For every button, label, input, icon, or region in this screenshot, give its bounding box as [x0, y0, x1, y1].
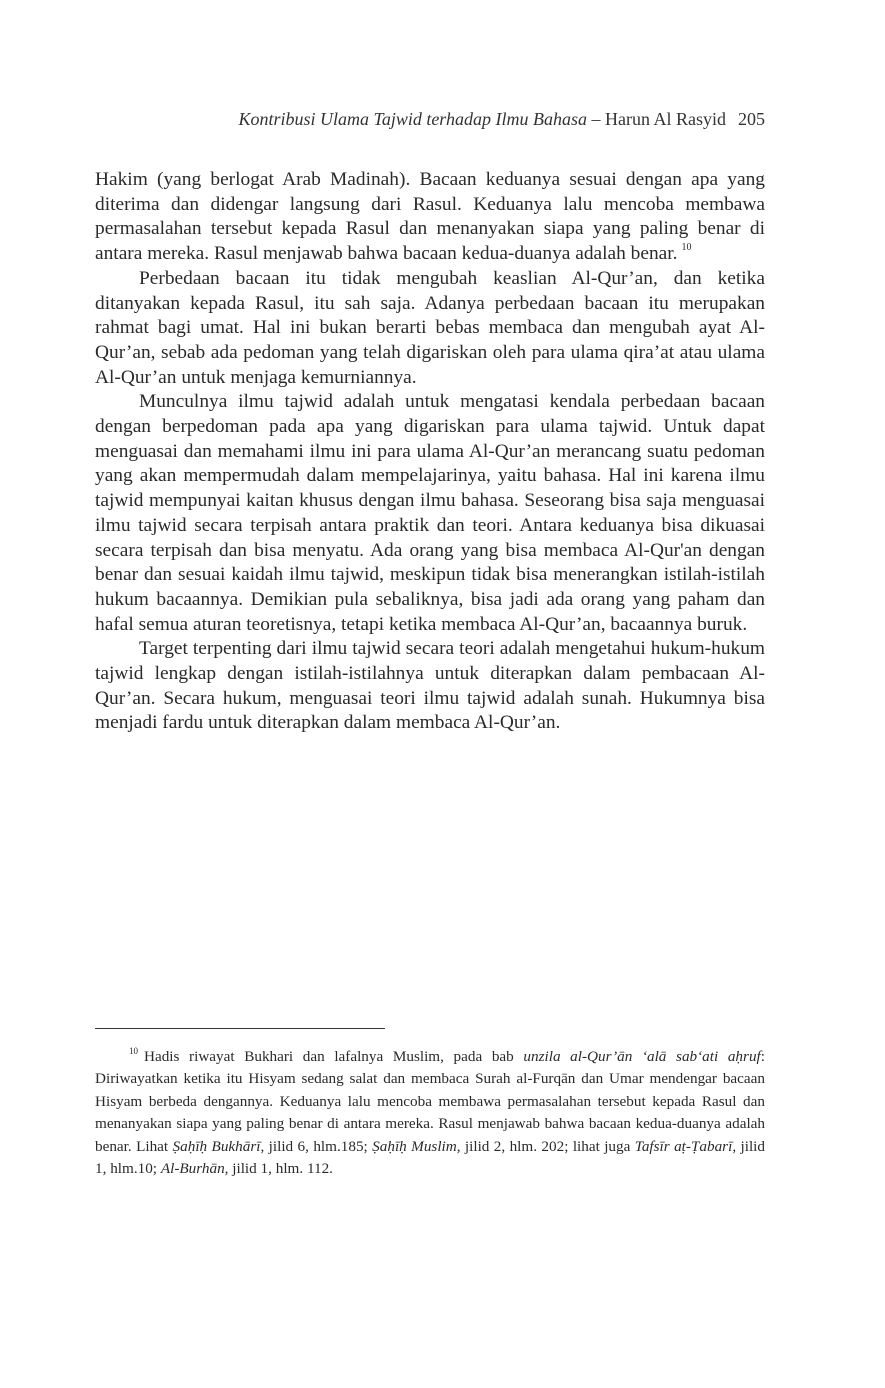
footnote-italic-source: Ṣaḥīḥ Muslim [372, 1137, 457, 1155]
paragraph-3: Munculnya ilmu tajwid adalah untuk mengatasi kendala perbedaan bacaan dengan berpedoman pada apa yang digariskan para ulama tajwid. Untuk dapat menguasai dan memahami ilmu ini para ulama Al-Qur’an merancang suatu pedoman yang akan mempermudah dalam mempelajarinya, yaitu bahasa. Hal ini karena ilmu tajwid mempunyai kaitan khusus dengan ilmu bahasa. Seseorang bisa saja menguasai ilmu tajwid secara terpisah antara praktik dan teori. Antara keduanya bisa dikuasai secara terpisah dan bisa menyatu. Ada orang yang bisa membaca Al-Qur'an dengan benar dan sesuai kaidah ilmu tajwid, meskipun tidak bisa menerangkan istilah-istilah hukum bacaannya. Demikian pula sebaliknya, bisa jadi ada orang yang paham dan hafal semua aturan teoretisnya, tetapi ketika membaca Al-Qur’an, bacaannya buruk. [95, 391, 765, 635]
footnotes [95, 1046, 765, 1180]
footnote-text: , jilid 6, hlm.185; [260, 1137, 373, 1155]
paragraph-1 [95, 168, 765, 267]
body-text [95, 168, 765, 736]
paragraph-2: Perbedaan bacaan itu tidak mengubah keaslian Al-Qur’an, dan ketika ditanyakan kepada Rasul, itu sah saja. Adanya perbedaan bacaan itu merupakan rahmat bagi umat. Hal ini bukan berarti bebas membaca dan mengubah ayat Al-Qur’an, sebab ada pedoman yang telah digariskan oleh para ulama qira’at atau ulama Al-Qur’an untuk menjaga kemurniannya. [95, 267, 765, 388]
footnote-text: , jilid 2, hlm. 202; lihat juga [456, 1137, 635, 1155]
paragraph-1-text: Hakim (yang berlogat Arab Madinah). Bacaan keduanya sesuai dengan apa yang diterima dan didengar langsung dari Rasul. Keduanya lalu mencoba membawa permasalahan tersebut kepada Rasul dan menanyakan siapa yang paling benar di antara mereka. Rasul menjawab bahwa bacaan kedua-duanya adalah benar. [95, 169, 765, 265]
footnote-italic-source: Tafsīr aṭ-Ṭabarī [634, 1137, 733, 1155]
footnote-text: : Diriwayatkan ketika itu Hisyam sedang salat dan membaca Surah al-Furqān dan Umar mendengar bacaan Hisyam berbeda dengannya. Keduanya lalu mencoba membawa permasalahan tersebut kepada Rasul dan menanyakan siapa yang paling benar di antara mereka. Rasul menjawab bahwa bacaan kedua-duanya adalah benar. Lihat [95, 1048, 765, 1155]
footnote-text: , jilid 1, hlm. 112. [224, 1160, 333, 1178]
footnote-text: , jilid 1, hlm.10; [95, 1137, 765, 1178]
author-name: Harun Al Rasyid [605, 109, 726, 129]
footnote-number: 10 [129, 1046, 138, 1056]
journal-title: Kontribusi Ulama Tajwid terhadap Ilmu Bahasa [238, 109, 587, 129]
page-number: 205 [738, 109, 765, 129]
footnote-italic-source: Ṣaḥīḥ Bukhārī [172, 1137, 261, 1155]
running-header [95, 109, 765, 130]
header-separator: – [587, 109, 605, 129]
footnote-10 [95, 1046, 765, 1180]
footnote-italic-chapter: unzila al-Qur’ān ‘alā sab‘ati aḥruf [523, 1048, 761, 1065]
footnote-text: Hadis riwayat Bukhari dan lafalnya Muslim, pada bab [144, 1048, 524, 1065]
footnote-divider [95, 1028, 385, 1029]
paragraph-4: Target terpenting dari ilmu tajwid secara teori adalah mengetahui hukum-hukum tajwid lengkap dengan istilah-istilahnya untuk diterapkan dalam pembacaan Al-Qur’an. Secara hukum, menguasai teori ilmu tajwid adalah sunah. Hukumnya bisa menjadi fardu untuk diterapkan dalam membaca Al-Qur’an. [95, 638, 765, 734]
footnote-reference[interactable]: 10 [681, 242, 692, 254]
footnote-italic-source: Al-Burhān [160, 1160, 225, 1178]
